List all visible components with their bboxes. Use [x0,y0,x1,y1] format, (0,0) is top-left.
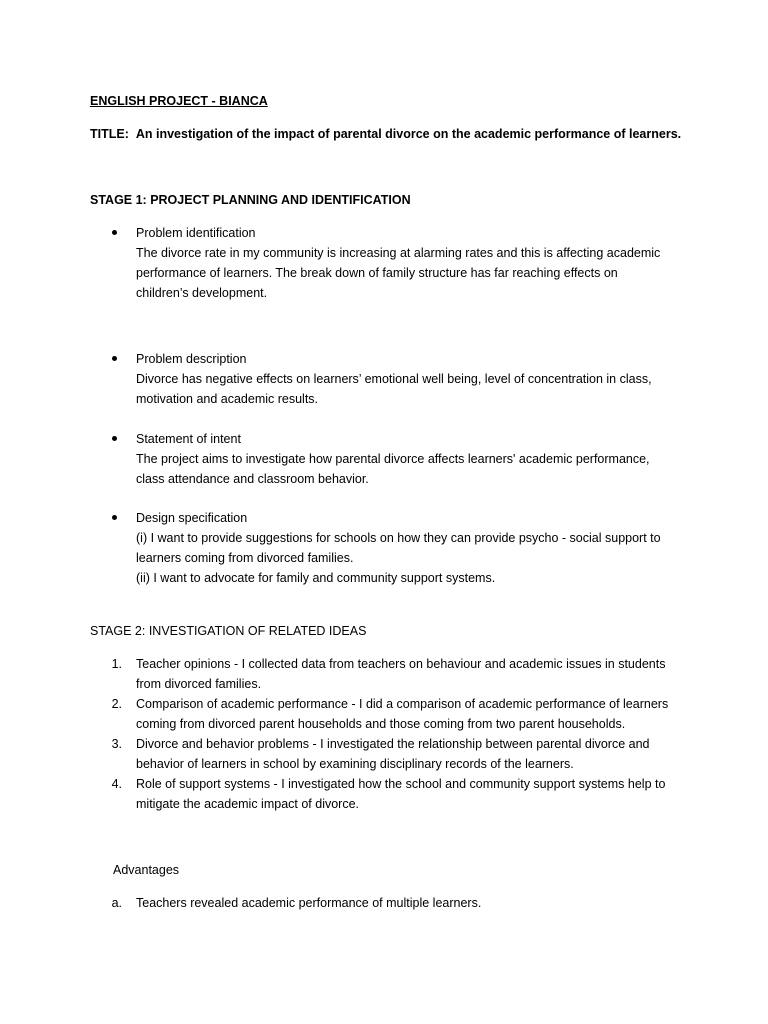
list-number: 4. [111,777,122,791]
stage1-item-line: The divorce rate in my community is increasing at alarming rates and this is affecting academic [136,246,661,260]
stage1-item [136,508,661,588]
stage1-item-label: Problem description [136,352,247,366]
stage2-item-line: Comparison of academic performance - I did a comparison of academic performance of learners [136,697,669,711]
document-header: ENGLISH PROJECT - BIANCA [90,94,268,108]
stage2-heading: STAGE 2: INVESTIGATION OF RELATED IDEAS [90,624,367,638]
list-letter: a. [111,896,122,910]
stage2-item-line: mitigate the academic impact of divorce. [136,797,360,811]
stage1-item-label: Design specification [136,511,248,525]
stage1-item-line: class attendance and classroom behavior. [136,472,369,486]
stage1-item-line: performance of learners. The break down of family structure has far reaching effects on [136,266,618,280]
stage2-item [136,654,665,694]
stage1-item-line: motivation and academic results. [136,392,319,406]
stage1-item-line: (i) I want to provide suggestions for schools on how they can provide psycho - social support to [136,531,661,545]
list-number: 1. [111,657,122,671]
stage1-item-label: Statement of intent [136,432,241,446]
stage1-item-line: Divorce has negative effects on learners’ emotional well being, level of concentration in class, [136,372,652,386]
document-title [90,127,681,141]
bullet-icon [112,230,117,235]
stage2-item-line: Divorce and behavior problems - I investigated the relationship between parental divorce and [136,737,650,751]
stage2-item [136,774,665,814]
list-number: 3. [111,737,122,751]
stage1-item-line: (ii) I want to advocate for family and community support systems. [136,571,496,585]
stage1-item-line: learners coming from divorced families. [136,551,354,565]
stage1-item-line: The project aims to investigate how parental divorce affects learners' academic performance, [136,452,650,466]
stage2-item-line: coming from divorced parent households and those coming from two parent households. [136,717,626,731]
stage1-heading: STAGE 1: PROJECT PLANNING AND IDENTIFICATION [90,193,411,207]
list-number: 2. [111,697,122,711]
stage2-item-line: from divorced families. [136,677,262,691]
stage2-item-line: Role of support systems - I investigated how the school and community support systems help to [136,777,666,791]
title-text: An investigation of the impact of parental divorce on the academic performance of learners. [135,127,682,141]
stage2-item [136,734,650,774]
stage1-item [136,429,650,489]
bullet-icon [112,436,117,441]
bullet-icon [112,515,117,520]
stage1-item-label: Problem identification [136,226,256,240]
stage2-item [136,694,668,734]
stage2-item-line: Teacher opinions - I collected data from teachers on behaviour and academic issues in students [136,657,666,671]
title-prefix: TITLE: [90,127,129,141]
bullet-icon [112,356,117,361]
advantages-item: Teachers revealed academic performance of multiple learners. [136,896,482,910]
stage1-item-line: children’s development. [136,286,268,300]
stage1-item [136,349,652,409]
stage1-item [136,223,660,303]
advantages-heading: Advantages [113,863,180,877]
stage2-item-line: behavior of learners in school by examining disciplinary records of the learners. [136,757,574,771]
